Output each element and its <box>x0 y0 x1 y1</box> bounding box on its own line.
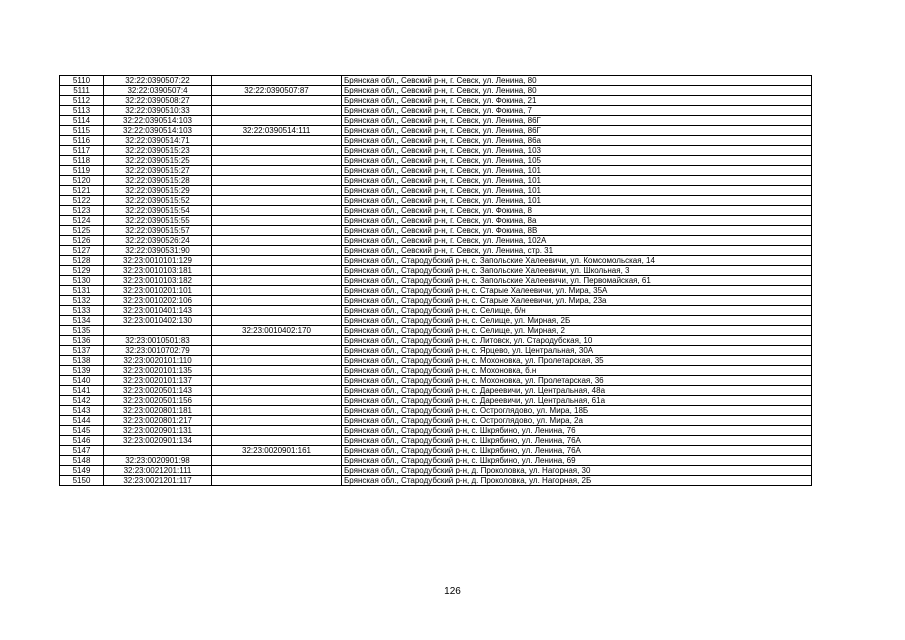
related-cadastral-number-cell <box>212 306 342 316</box>
row-number-cell: 5131 <box>60 286 104 296</box>
address-cell: Брянская обл., Севский р-н, г. Севск, ул. Ленина, 80 <box>342 86 812 96</box>
related-cadastral-number-cell <box>212 466 342 476</box>
address-cell: Брянская обл., Стародубский р-н, с. Старые Халеевичи, ул. Мира, 23а <box>342 296 812 306</box>
related-cadastral-number-cell <box>212 166 342 176</box>
table-row <box>60 136 812 146</box>
address-cell: Брянская обл., Севский р-н, г. Севск, ул. Ленина, 101 <box>342 186 812 196</box>
row-number-cell: 5146 <box>60 436 104 446</box>
table-row <box>60 396 812 406</box>
table-row <box>60 176 812 186</box>
row-number-cell: 5134 <box>60 316 104 326</box>
table-row <box>60 236 812 246</box>
related-cadastral-number-cell <box>212 186 342 196</box>
cadastral-number-cell: 32:23:0010103:182 <box>104 276 212 286</box>
address-cell: Брянская обл., Севский р-н, г. Севск, ул. Ленина, 101 <box>342 166 812 176</box>
related-cadastral-number-cell <box>212 406 342 416</box>
cadastral-number-cell: 32:23:0020801:181 <box>104 406 212 416</box>
related-cadastral-number-cell <box>212 96 342 106</box>
address-cell: Брянская обл., Стародубский р-н, д. Проколовка, ул. Нагорная, 2Б <box>342 476 812 486</box>
related-cadastral-number-cell: 32:22:0390507:87 <box>212 86 342 96</box>
address-cell: Брянская обл., Стародубский р-н, с. Литовск, ул. Стародубская, 10 <box>342 336 812 346</box>
address-cell: Брянская обл., Севский р-н, г. Севск, ул. Ленина, 103 <box>342 146 812 156</box>
cadastral-number-cell <box>104 446 212 456</box>
cadastral-number-cell: 32:22:0390526:24 <box>104 236 212 246</box>
cadastral-number-cell: 32:22:0390507:22 <box>104 76 212 86</box>
cadastral-number-cell: 32:23:0010501:83 <box>104 336 212 346</box>
cadastral-number-cell: 32:23:0010201:101 <box>104 286 212 296</box>
address-cell: Брянская обл., Стародубский р-н, с. Селище, б/н <box>342 306 812 316</box>
table-row <box>60 166 812 176</box>
address-cell: Брянская обл., Стародубский р-н, с. Мохоновка, ул. Пролетарская, 35 <box>342 356 812 366</box>
row-number-cell: 5148 <box>60 456 104 466</box>
related-cadastral-number-cell <box>212 416 342 426</box>
address-cell: Брянская обл., Стародубский р-н, с. Селище, ул. Мирная, 2 <box>342 326 812 336</box>
table-row <box>60 426 812 436</box>
address-cell: Брянская обл., Стародубский р-н, с. Шкрябино, ул. Ленина, 76А <box>342 436 812 446</box>
cadastral-number-cell: 32:23:0020101:137 <box>104 376 212 386</box>
table-row <box>60 96 812 106</box>
row-number-cell: 5124 <box>60 216 104 226</box>
row-number-cell: 5137 <box>60 346 104 356</box>
cadastral-number-cell: 32:23:0010401:143 <box>104 306 212 316</box>
related-cadastral-number-cell <box>212 316 342 326</box>
related-cadastral-number-cell <box>212 106 342 116</box>
cadastral-number-cell: 32:23:0021201:117 <box>104 476 212 486</box>
table-row <box>60 406 812 416</box>
address-cell: Брянская обл., Стародубский р-н, с. Старые Халеевичи, ул. Мира, 35А <box>342 286 812 296</box>
table-row <box>60 186 812 196</box>
row-number-cell: 5149 <box>60 466 104 476</box>
cadastral-number-cell: 32:23:0010402:130 <box>104 316 212 326</box>
address-cell: Брянская обл., Стародубский р-н, с. Запольские Халеевичи, ул. Комсомольская, 14 <box>342 256 812 266</box>
related-cadastral-number-cell <box>212 136 342 146</box>
address-cell: Брянская обл., Севский р-н, г. Севск, ул. Ленина, 105 <box>342 156 812 166</box>
table-row <box>60 106 812 116</box>
row-number-cell: 5133 <box>60 306 104 316</box>
table-row <box>60 466 812 476</box>
table-row <box>60 456 812 466</box>
row-number-cell: 5116 <box>60 136 104 146</box>
table-row <box>60 356 812 366</box>
address-cell: Брянская обл., Севский р-н, г. Севск, ул. Фокина, 7 <box>342 106 812 116</box>
row-number-cell: 5135 <box>60 326 104 336</box>
table-row <box>60 276 812 286</box>
address-cell: Брянская обл., Стародубский р-н, с. Остроглядово, ул. Мира, 2а <box>342 416 812 426</box>
related-cadastral-number-cell <box>212 296 342 306</box>
row-number-cell: 5119 <box>60 166 104 176</box>
row-number-cell: 5142 <box>60 396 104 406</box>
cadastral-number-cell: 32:22:0390515:57 <box>104 226 212 236</box>
address-cell: Брянская обл., Севский р-н, г. Севск, ул. Фокина, 8а <box>342 216 812 226</box>
cadastral-number-cell: 32:22:0390515:23 <box>104 146 212 156</box>
table-row <box>60 306 812 316</box>
registry-table <box>59 75 812 486</box>
row-number-cell: 5115 <box>60 126 104 136</box>
related-cadastral-number-cell <box>212 236 342 246</box>
row-number-cell: 5123 <box>60 206 104 216</box>
row-number-cell: 5136 <box>60 336 104 346</box>
row-number-cell: 5117 <box>60 146 104 156</box>
cadastral-number-cell: 32:23:0020901:134 <box>104 436 212 446</box>
table-row <box>60 416 812 426</box>
related-cadastral-number-cell <box>212 256 342 266</box>
row-number-cell: 5129 <box>60 266 104 276</box>
cadastral-number-cell: 32:23:0010702:79 <box>104 346 212 356</box>
related-cadastral-number-cell <box>212 476 342 486</box>
related-cadastral-number-cell <box>212 276 342 286</box>
related-cadastral-number-cell <box>212 356 342 366</box>
table-row <box>60 126 812 136</box>
cadastral-number-cell: 32:23:0021201:111 <box>104 466 212 476</box>
cadastral-number-cell: 32:23:0020501:156 <box>104 396 212 406</box>
table-row <box>60 256 812 266</box>
table-row <box>60 226 812 236</box>
row-number-cell: 5132 <box>60 296 104 306</box>
address-cell: Брянская обл., Севский р-н, г. Севск, ул. Фокина, 21 <box>342 96 812 106</box>
cadastral-number-cell: 32:22:0390515:25 <box>104 156 212 166</box>
table-row <box>60 266 812 276</box>
row-number-cell: 5121 <box>60 186 104 196</box>
related-cadastral-number-cell <box>212 116 342 126</box>
address-cell: Брянская обл., Севский р-н, г. Севск, ул. Ленина, 86Г <box>342 116 812 126</box>
address-cell: Брянская обл., Севский р-н, г. Севск, ул. Ленина, стр. 31 <box>342 246 812 256</box>
address-cell: Брянская обл., Стародубский р-н, с. Селище, ул. Мирная, 2Б <box>342 316 812 326</box>
cadastral-number-cell: 32:23:0020901:131 <box>104 426 212 436</box>
address-cell: Брянская обл., Севский р-н, г. Севск, ул. Ленина, 80 <box>342 76 812 86</box>
row-number-cell: 5147 <box>60 446 104 456</box>
related-cadastral-number-cell <box>212 396 342 406</box>
related-cadastral-number-cell <box>212 216 342 226</box>
row-number-cell: 5128 <box>60 256 104 266</box>
row-number-cell: 5145 <box>60 426 104 436</box>
cadastral-number-cell: 32:23:0020101:110 <box>104 356 212 366</box>
address-cell: Брянская обл., Стародубский р-н, с. Мохоновка, б.н <box>342 366 812 376</box>
row-number-cell: 5150 <box>60 476 104 486</box>
table-row <box>60 116 812 126</box>
row-number-cell: 5126 <box>60 236 104 246</box>
related-cadastral-number-cell <box>212 426 342 436</box>
cadastral-number-cell: 32:22:0390515:54 <box>104 206 212 216</box>
cadastral-number-cell: 32:22:0390514:103 <box>104 116 212 126</box>
table-row <box>60 206 812 216</box>
address-cell: Брянская обл., Стародубский р-н, с. Дареевичи, ул. Центральная, 61а <box>342 396 812 406</box>
table-row <box>60 216 812 226</box>
address-cell: Брянская обл., Стародубский р-н, с. Запольские Халеевичи, ул. Школьная, 3 <box>342 266 812 276</box>
row-number-cell: 5112 <box>60 96 104 106</box>
address-cell: Брянская обл., Севский р-н, г. Севск, ул. Фокина, 8 <box>342 206 812 216</box>
address-cell: Брянская обл., Стародубский р-н, с. Остроглядово, ул. Мира, 18Б <box>342 406 812 416</box>
table-row <box>60 156 812 166</box>
related-cadastral-number-cell <box>212 176 342 186</box>
cadastral-number-cell: 32:22:0390510:33 <box>104 106 212 116</box>
row-number-cell: 5120 <box>60 176 104 186</box>
related-cadastral-number-cell <box>212 436 342 446</box>
related-cadastral-number-cell <box>212 456 342 466</box>
address-cell: Брянская обл., Севский р-н, г. Севск, ул. Фокина, 8В <box>342 226 812 236</box>
row-number-cell: 5127 <box>60 246 104 256</box>
cadastral-number-cell: 32:23:0020501:143 <box>104 386 212 396</box>
row-number-cell: 5114 <box>60 116 104 126</box>
cadastral-number-cell: 32:22:0390515:29 <box>104 186 212 196</box>
row-number-cell: 5125 <box>60 226 104 236</box>
table-row <box>60 446 812 456</box>
row-number-cell: 5138 <box>60 356 104 366</box>
cadastral-number-cell: 32:23:0010202:106 <box>104 296 212 306</box>
cadastral-number-cell: 32:22:0390515:28 <box>104 176 212 186</box>
table-row <box>60 476 812 486</box>
address-cell: Брянская обл., Севский р-н, г. Севск, ул. Ленина, 86Г <box>342 126 812 136</box>
table-row <box>60 196 812 206</box>
address-cell: Брянская обл., Севский р-н, г. Севск, ул. Ленина, 101 <box>342 196 812 206</box>
row-number-cell: 5143 <box>60 406 104 416</box>
related-cadastral-number-cell <box>212 226 342 236</box>
row-number-cell: 5113 <box>60 106 104 116</box>
cadastral-number-cell: 32:23:0020101:135 <box>104 366 212 376</box>
related-cadastral-number-cell <box>212 266 342 276</box>
cadastral-number-cell: 32:22:0390531:90 <box>104 246 212 256</box>
page-number: 126 <box>444 586 461 597</box>
table-row <box>60 366 812 376</box>
cadastral-number-cell: 32:23:0010103:181 <box>104 266 212 276</box>
related-cadastral-number-cell <box>212 196 342 206</box>
row-number-cell: 5139 <box>60 366 104 376</box>
cadastral-number-cell: 32:22:0390515:55 <box>104 216 212 226</box>
cadastral-number-cell: 32:23:0020801:217 <box>104 416 212 426</box>
table-row <box>60 436 812 446</box>
address-cell: Брянская обл., Стародубский р-н, с. Шкрябино, ул. Ленина, 76А <box>342 446 812 456</box>
table-row <box>60 316 812 326</box>
cadastral-number-cell: 32:22:0390507:4 <box>104 86 212 96</box>
address-cell: Брянская обл., Стародубский р-н, с. Мохоновка, ул. Пролетарская, 36 <box>342 376 812 386</box>
row-number-cell: 5140 <box>60 376 104 386</box>
address-cell: Брянская обл., Стародубский р-н, с. Шкрябино, ул. Ленина, 69 <box>342 456 812 466</box>
table-row <box>60 346 812 356</box>
address-cell: Брянская обл., Стародубский р-н, с. Дареевичи, ул. Центральная, 48а <box>342 386 812 396</box>
address-cell: Брянская обл., Севский р-н, г. Севск, ул. Ленина, 102А <box>342 236 812 246</box>
address-cell: Брянская обл., Стародубский р-н, с. Шкрябино, ул. Ленина, 76 <box>342 426 812 436</box>
table-row <box>60 246 812 256</box>
row-number-cell: 5118 <box>60 156 104 166</box>
table-row <box>60 76 812 86</box>
cadastral-number-cell: 32:22:0390515:52 <box>104 196 212 206</box>
table-row <box>60 326 812 336</box>
row-number-cell: 5110 <box>60 76 104 86</box>
address-cell: Брянская обл., Севский р-н, г. Севск, ул. Ленина, 101 <box>342 176 812 186</box>
cadastral-number-cell: 32:22:0390514:103 <box>104 126 212 136</box>
cadastral-number-cell: 32:22:0390508:27 <box>104 96 212 106</box>
table-row <box>60 296 812 306</box>
registry-table-body <box>60 76 812 486</box>
related-cadastral-number-cell: 32:23:0010402:170 <box>212 326 342 336</box>
table-row <box>60 376 812 386</box>
address-cell: Брянская обл., Стародубский р-н, с. Ярцево, ул. Центральная, 30А <box>342 346 812 356</box>
related-cadastral-number-cell <box>212 346 342 356</box>
cadastral-number-cell <box>104 326 212 336</box>
related-cadastral-number-cell <box>212 76 342 86</box>
related-cadastral-number-cell <box>212 366 342 376</box>
row-number-cell: 5122 <box>60 196 104 206</box>
related-cadastral-number-cell <box>212 156 342 166</box>
related-cadastral-number-cell <box>212 206 342 216</box>
related-cadastral-number-cell <box>212 286 342 296</box>
row-number-cell: 5141 <box>60 386 104 396</box>
address-cell: Брянская обл., Севский р-н, г. Севск, ул. Ленина, 86а <box>342 136 812 146</box>
cadastral-number-cell: 32:22:0390514:71 <box>104 136 212 146</box>
table-row <box>60 386 812 396</box>
row-number-cell: 5111 <box>60 86 104 96</box>
cadastral-number-cell: 32:23:0010101:129 <box>104 256 212 266</box>
row-number-cell: 5130 <box>60 276 104 286</box>
related-cadastral-number-cell: 32:22:0390514:111 <box>212 126 342 136</box>
row-number-cell: 5144 <box>60 416 104 426</box>
cadastral-number-cell: 32:23:0020901:98 <box>104 456 212 466</box>
related-cadastral-number-cell <box>212 336 342 346</box>
related-cadastral-number-cell <box>212 386 342 396</box>
table-row <box>60 286 812 296</box>
address-cell: Брянская обл., Стародубский р-н, с. Запольские Халеевичи, ул. Первомайская, 61 <box>342 276 812 286</box>
related-cadastral-number-cell: 32:23:0020901:161 <box>212 446 342 456</box>
address-cell: Брянская обл., Стародубский р-н, д. Проколовка, ул. Нагорная, 30 <box>342 466 812 476</box>
related-cadastral-number-cell <box>212 376 342 386</box>
table-row <box>60 336 812 346</box>
related-cadastral-number-cell <box>212 146 342 156</box>
related-cadastral-number-cell <box>212 246 342 256</box>
cadastral-number-cell: 32:22:0390515:27 <box>104 166 212 176</box>
table-row <box>60 86 812 96</box>
table-row <box>60 146 812 156</box>
